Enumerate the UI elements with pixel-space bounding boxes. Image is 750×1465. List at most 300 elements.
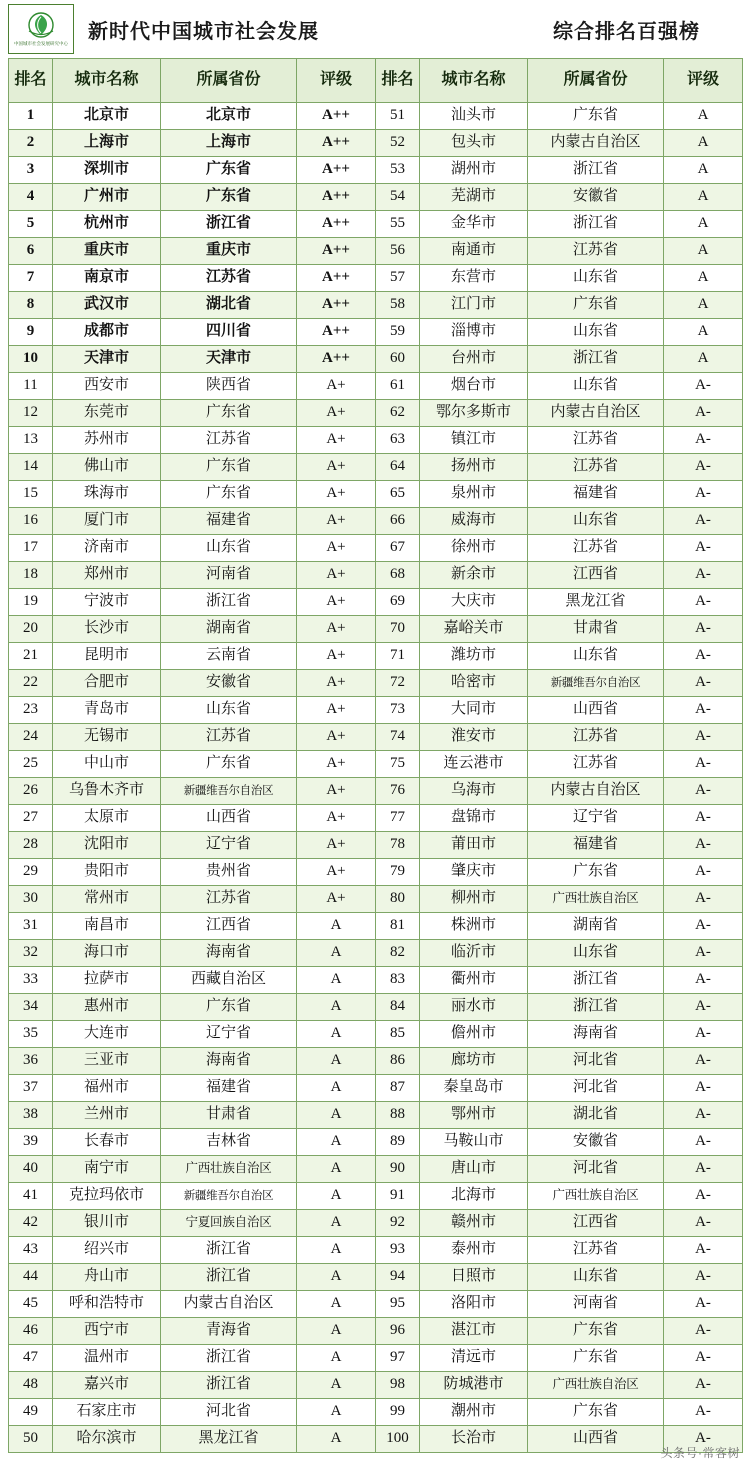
cell-province-left: 山东省 <box>161 535 297 562</box>
cell-rank-right: 68 <box>376 562 420 589</box>
cell-grade-right: A- <box>664 859 743 886</box>
cell-city-right: 淄博市 <box>420 319 528 346</box>
cell-grade-left: A+ <box>297 643 376 670</box>
cell-grade-right: A- <box>664 535 743 562</box>
cell-grade-left: A++ <box>297 157 376 184</box>
cell-city-right: 潍坊市 <box>420 643 528 670</box>
cell-grade-left: A++ <box>297 130 376 157</box>
table-row <box>9 1291 743 1318</box>
cell-city-left: 重庆市 <box>53 238 161 265</box>
cell-grade-left: A <box>297 1399 376 1426</box>
cell-city-right: 廊坊市 <box>420 1048 528 1075</box>
cell-province-right: 江苏省 <box>528 238 664 265</box>
cell-rank-right: 61 <box>376 373 420 400</box>
cell-province-left: 青海省 <box>161 1318 297 1345</box>
cell-city-left: 南昌市 <box>53 913 161 940</box>
table-row <box>9 292 743 319</box>
cell-grade-right: A- <box>664 670 743 697</box>
watermark: 头条号·常客树 <box>660 1446 740 1460</box>
cell-city-right: 清远市 <box>420 1345 528 1372</box>
cell-city-right: 南通市 <box>420 238 528 265</box>
header-province-right: 所属省份 <box>528 59 664 103</box>
cell-province-right: 黑龙江省 <box>528 589 664 616</box>
cell-rank-left: 25 <box>9 751 53 778</box>
cell-rank-right: 85 <box>376 1021 420 1048</box>
header-rank-right: 排名 <box>376 59 420 103</box>
cell-grade-left: A+ <box>297 805 376 832</box>
table-row <box>9 1318 743 1345</box>
institute-logo <box>8 4 74 54</box>
table-row <box>9 238 743 265</box>
cell-province-right: 山东省 <box>528 508 664 535</box>
cell-grade-left: A <box>297 1048 376 1075</box>
cell-rank-right: 95 <box>376 1291 420 1318</box>
cell-grade-right: A- <box>664 1021 743 1048</box>
cell-rank-right: 51 <box>376 103 420 130</box>
table-row <box>9 1183 743 1210</box>
cell-rank-right: 87 <box>376 1075 420 1102</box>
table-row <box>9 130 743 157</box>
cell-province-right: 江苏省 <box>528 427 664 454</box>
cell-province-left: 内蒙古自治区 <box>161 1291 297 1318</box>
table-row <box>9 643 743 670</box>
header-province-left: 所属省份 <box>161 59 297 103</box>
cell-province-left: 浙江省 <box>161 589 297 616</box>
cell-grade-right: A <box>664 157 743 184</box>
table-row <box>9 994 743 1021</box>
cell-province-left: 广东省 <box>161 157 297 184</box>
table-row <box>9 319 743 346</box>
cell-grade-right: A <box>664 184 743 211</box>
cell-grade-left: A <box>297 1237 376 1264</box>
cell-province-right: 江苏省 <box>528 454 664 481</box>
cell-city-right: 淮安市 <box>420 724 528 751</box>
cell-city-right: 连云港市 <box>420 751 528 778</box>
cell-city-left: 海口市 <box>53 940 161 967</box>
cell-city-left: 珠海市 <box>53 481 161 508</box>
cell-grade-left: A+ <box>297 724 376 751</box>
cell-rank-left: 11 <box>9 373 53 400</box>
cell-rank-right: 62 <box>376 400 420 427</box>
cell-city-left: 厦门市 <box>53 508 161 535</box>
cell-province-right: 河北省 <box>528 1075 664 1102</box>
cell-rank-right: 78 <box>376 832 420 859</box>
cell-province-left: 陕西省 <box>161 373 297 400</box>
cell-province-left: 山东省 <box>161 697 297 724</box>
cell-rank-left: 14 <box>9 454 53 481</box>
cell-grade-left: A++ <box>297 319 376 346</box>
cell-city-right: 儋州市 <box>420 1021 528 1048</box>
cell-rank-right: 86 <box>376 1048 420 1075</box>
cell-grade-right: A- <box>664 1372 743 1399</box>
cell-rank-left: 42 <box>9 1210 53 1237</box>
cell-grade-left: A <box>297 1426 376 1453</box>
cell-rank-right: 52 <box>376 130 420 157</box>
cell-rank-left: 29 <box>9 859 53 886</box>
cell-city-right: 盘锦市 <box>420 805 528 832</box>
cell-grade-left: A <box>297 1156 376 1183</box>
cell-city-left: 合肥市 <box>53 670 161 697</box>
cell-grade-left: A++ <box>297 211 376 238</box>
header-city-right: 城市名称 <box>420 59 528 103</box>
cell-rank-right: 66 <box>376 508 420 535</box>
cell-grade-right: A- <box>664 373 743 400</box>
cell-grade-right: A- <box>664 805 743 832</box>
cell-city-right: 嘉峪关市 <box>420 616 528 643</box>
cell-city-right: 秦皇岛市 <box>420 1075 528 1102</box>
table-row <box>9 1345 743 1372</box>
ranking-table <box>8 58 743 1453</box>
cell-city-right: 扬州市 <box>420 454 528 481</box>
cell-city-right: 泰州市 <box>420 1237 528 1264</box>
table-row <box>9 103 743 130</box>
cell-rank-right: 71 <box>376 643 420 670</box>
cell-province-left: 北京市 <box>161 103 297 130</box>
cell-city-right: 台州市 <box>420 346 528 373</box>
cell-city-right: 防城港市 <box>420 1372 528 1399</box>
cell-grade-right: A- <box>664 1210 743 1237</box>
cell-province-right: 江西省 <box>528 562 664 589</box>
cell-province-right: 内蒙古自治区 <box>528 778 664 805</box>
cell-province-left: 福建省 <box>161 508 297 535</box>
table-body <box>9 103 743 1453</box>
cell-province-right: 山东省 <box>528 940 664 967</box>
cell-rank-left: 4 <box>9 184 53 211</box>
cell-grade-right: A- <box>664 454 743 481</box>
cell-city-right: 鄂尔多斯市 <box>420 400 528 427</box>
cell-rank-right: 79 <box>376 859 420 886</box>
cell-grade-right: A- <box>664 1183 743 1210</box>
header-grade-right: 评级 <box>664 59 743 103</box>
cell-province-left: 重庆市 <box>161 238 297 265</box>
cell-city-left: 常州市 <box>53 886 161 913</box>
cell-province-left: 甘肃省 <box>161 1102 297 1129</box>
cell-province-left: 江苏省 <box>161 886 297 913</box>
cell-province-left: 新疆维吾尔自治区 <box>161 1183 297 1210</box>
cell-grade-left: A+ <box>297 886 376 913</box>
cell-rank-left: 48 <box>9 1372 53 1399</box>
cell-grade-right: A- <box>664 1399 743 1426</box>
cell-grade-left: A <box>297 1021 376 1048</box>
cell-city-left: 杭州市 <box>53 211 161 238</box>
cell-rank-left: 12 <box>9 400 53 427</box>
cell-grade-left: A <box>297 1129 376 1156</box>
table-row <box>9 616 743 643</box>
cell-province-left: 浙江省 <box>161 1345 297 1372</box>
table-row <box>9 913 743 940</box>
cell-province-left: 广东省 <box>161 184 297 211</box>
table-row <box>9 1048 743 1075</box>
cell-city-right: 临沂市 <box>420 940 528 967</box>
cell-rank-right: 81 <box>376 913 420 940</box>
cell-rank-right: 94 <box>376 1264 420 1291</box>
table-row <box>9 265 743 292</box>
cell-city-right: 芜湖市 <box>420 184 528 211</box>
cell-grade-left: A+ <box>297 373 376 400</box>
cell-grade-right: A- <box>664 1426 743 1453</box>
cell-province-left: 贵州省 <box>161 859 297 886</box>
cell-province-right: 山东省 <box>528 643 664 670</box>
cell-grade-left: A <box>297 1345 376 1372</box>
cell-rank-left: 47 <box>9 1345 53 1372</box>
table-row <box>9 940 743 967</box>
cell-grade-right: A- <box>664 562 743 589</box>
cell-city-left: 深圳市 <box>53 157 161 184</box>
cell-rank-right: 88 <box>376 1102 420 1129</box>
cell-province-left: 天津市 <box>161 346 297 373</box>
cell-rank-right: 55 <box>376 211 420 238</box>
cell-city-right: 东营市 <box>420 265 528 292</box>
header-city-left: 城市名称 <box>53 59 161 103</box>
cell-province-left: 山西省 <box>161 805 297 832</box>
cell-city-left: 西宁市 <box>53 1318 161 1345</box>
cell-grade-right: A- <box>664 967 743 994</box>
cell-rank-left: 17 <box>9 535 53 562</box>
table-row <box>9 1426 743 1453</box>
cell-rank-right: 96 <box>376 1318 420 1345</box>
table-header-row <box>9 59 743 103</box>
cell-city-left: 长沙市 <box>53 616 161 643</box>
table-row <box>9 1264 743 1291</box>
cell-rank-left: 33 <box>9 967 53 994</box>
cell-grade-right: A <box>664 292 743 319</box>
cell-rank-right: 74 <box>376 724 420 751</box>
cell-city-left: 郑州市 <box>53 562 161 589</box>
cell-province-left: 辽宁省 <box>161 1021 297 1048</box>
cell-rank-left: 44 <box>9 1264 53 1291</box>
table-row <box>9 1210 743 1237</box>
cell-city-left: 东莞市 <box>53 400 161 427</box>
cell-province-left: 安徽省 <box>161 670 297 697</box>
cell-rank-left: 6 <box>9 238 53 265</box>
cell-rank-left: 7 <box>9 265 53 292</box>
cell-grade-left: A <box>297 1291 376 1318</box>
cell-city-right: 镇江市 <box>420 427 528 454</box>
cell-grade-right: A- <box>664 1075 743 1102</box>
cell-grade-right: A- <box>664 643 743 670</box>
table-row <box>9 886 743 913</box>
cell-city-right: 马鞍山市 <box>420 1129 528 1156</box>
cell-rank-right: 100 <box>376 1426 420 1453</box>
cell-grade-right: A- <box>664 508 743 535</box>
cell-grade-right: A- <box>664 778 743 805</box>
table-row <box>9 670 743 697</box>
cell-province-right: 内蒙古自治区 <box>528 400 664 427</box>
cell-province-right: 安徽省 <box>528 184 664 211</box>
table-row <box>9 1075 743 1102</box>
cell-rank-left: 27 <box>9 805 53 832</box>
cell-city-left: 中山市 <box>53 751 161 778</box>
cell-grade-left: A+ <box>297 670 376 697</box>
cell-grade-right: A- <box>664 832 743 859</box>
cell-province-left: 广东省 <box>161 400 297 427</box>
cell-province-right: 山西省 <box>528 1426 664 1453</box>
cell-province-left: 浙江省 <box>161 1372 297 1399</box>
poster-header <box>0 0 750 58</box>
cell-province-left: 海南省 <box>161 940 297 967</box>
cell-city-left: 沈阳市 <box>53 832 161 859</box>
cell-rank-right: 80 <box>376 886 420 913</box>
cell-province-right: 广东省 <box>528 1399 664 1426</box>
cell-rank-left: 34 <box>9 994 53 1021</box>
cell-rank-left: 13 <box>9 427 53 454</box>
table-row <box>9 832 743 859</box>
table-row <box>9 562 743 589</box>
cell-city-left: 济南市 <box>53 535 161 562</box>
cell-grade-left: A <box>297 1264 376 1291</box>
cell-province-left: 江苏省 <box>161 724 297 751</box>
table-row <box>9 373 743 400</box>
cell-city-left: 兰州市 <box>53 1102 161 1129</box>
cell-city-right: 乌海市 <box>420 778 528 805</box>
cell-grade-right: A- <box>664 427 743 454</box>
table-row <box>9 400 743 427</box>
table-row <box>9 1399 743 1426</box>
table-row <box>9 859 743 886</box>
cell-rank-left: 8 <box>9 292 53 319</box>
cell-province-left: 浙江省 <box>161 1264 297 1291</box>
cell-province-left: 江西省 <box>161 913 297 940</box>
cell-grade-left: A+ <box>297 454 376 481</box>
cell-province-right: 辽宁省 <box>528 805 664 832</box>
table-row <box>9 1021 743 1048</box>
cell-grade-left: A++ <box>297 292 376 319</box>
logo-caption: 中国城市社会发展研究中心 <box>14 41 68 47</box>
table-row <box>9 346 743 373</box>
cell-province-right: 江苏省 <box>528 724 664 751</box>
cell-grade-left: A++ <box>297 238 376 265</box>
cell-city-left: 呼和浩特市 <box>53 1291 161 1318</box>
cell-city-left: 哈尔滨市 <box>53 1426 161 1453</box>
cell-city-left: 绍兴市 <box>53 1237 161 1264</box>
cell-rank-right: 64 <box>376 454 420 481</box>
cell-rank-left: 15 <box>9 481 53 508</box>
cell-province-right: 安徽省 <box>528 1129 664 1156</box>
cell-province-right: 江苏省 <box>528 1237 664 1264</box>
cell-city-left: 石家庄市 <box>53 1399 161 1426</box>
table-row <box>9 697 743 724</box>
cell-rank-right: 82 <box>376 940 420 967</box>
cell-province-right: 湖北省 <box>528 1102 664 1129</box>
cell-city-right: 大同市 <box>420 697 528 724</box>
cell-province-right: 浙江省 <box>528 346 664 373</box>
cell-city-right: 长治市 <box>420 1426 528 1453</box>
cell-province-left: 河北省 <box>161 1399 297 1426</box>
cell-grade-right: A- <box>664 697 743 724</box>
cell-grade-left: A++ <box>297 346 376 373</box>
cell-city-left: 佛山市 <box>53 454 161 481</box>
table-row <box>9 211 743 238</box>
cell-province-left: 云南省 <box>161 643 297 670</box>
cell-province-left: 浙江省 <box>161 1237 297 1264</box>
cell-province-right: 广东省 <box>528 859 664 886</box>
cell-grade-left: A+ <box>297 400 376 427</box>
cell-rank-right: 75 <box>376 751 420 778</box>
logo-mark <box>13 7 69 51</box>
cell-city-left: 银川市 <box>53 1210 161 1237</box>
cell-rank-left: 16 <box>9 508 53 535</box>
cell-grade-right: A- <box>664 940 743 967</box>
cell-province-left: 浙江省 <box>161 211 297 238</box>
cell-city-right: 鄂州市 <box>420 1102 528 1129</box>
cell-rank-left: 2 <box>9 130 53 157</box>
table-row <box>9 1372 743 1399</box>
cell-rank-right: 84 <box>376 994 420 1021</box>
cell-rank-right: 73 <box>376 697 420 724</box>
cell-city-left: 武汉市 <box>53 292 161 319</box>
cell-rank-right: 54 <box>376 184 420 211</box>
cell-city-right: 洛阳市 <box>420 1291 528 1318</box>
cell-rank-left: 23 <box>9 697 53 724</box>
cell-city-left: 克拉玛依市 <box>53 1183 161 1210</box>
cell-province-left: 黑龙江省 <box>161 1426 297 1453</box>
cell-rank-left: 37 <box>9 1075 53 1102</box>
cell-province-left: 上海市 <box>161 130 297 157</box>
cell-rank-right: 72 <box>376 670 420 697</box>
cell-province-right: 新疆维吾尔自治区 <box>528 670 664 697</box>
cell-city-right: 金华市 <box>420 211 528 238</box>
cell-city-left: 宁波市 <box>53 589 161 616</box>
cell-province-left: 广东省 <box>161 481 297 508</box>
cell-grade-right: A <box>664 265 743 292</box>
cell-grade-right: A- <box>664 886 743 913</box>
cell-rank-left: 39 <box>9 1129 53 1156</box>
cell-grade-right: A- <box>664 1291 743 1318</box>
cell-grade-left: A+ <box>297 832 376 859</box>
table-row <box>9 1237 743 1264</box>
cell-city-left: 长春市 <box>53 1129 161 1156</box>
cell-province-right: 广东省 <box>528 1345 664 1372</box>
cell-grade-right: A- <box>664 994 743 1021</box>
cell-city-right: 湛江市 <box>420 1318 528 1345</box>
cell-grade-right: A- <box>664 724 743 751</box>
cell-rank-right: 58 <box>376 292 420 319</box>
cell-province-right: 山西省 <box>528 697 664 724</box>
table-row <box>9 724 743 751</box>
cell-grade-right: A- <box>664 1345 743 1372</box>
table-row <box>9 481 743 508</box>
cell-grade-left: A <box>297 967 376 994</box>
cell-rank-right: 83 <box>376 967 420 994</box>
cell-grade-left: A+ <box>297 562 376 589</box>
cell-rank-left: 19 <box>9 589 53 616</box>
cell-grade-right: A- <box>664 400 743 427</box>
page-title: 新时代中国城市社会发展 <box>88 20 319 43</box>
cell-rank-right: 69 <box>376 589 420 616</box>
cell-grade-left: A <box>297 913 376 940</box>
cell-province-right: 山东省 <box>528 373 664 400</box>
cell-province-left: 新疆维吾尔自治区 <box>161 778 297 805</box>
cell-rank-left: 28 <box>9 832 53 859</box>
cell-province-right: 福建省 <box>528 481 664 508</box>
cell-grade-left: A <box>297 994 376 1021</box>
cell-province-left: 吉林省 <box>161 1129 297 1156</box>
cell-rank-right: 93 <box>376 1237 420 1264</box>
cell-province-left: 广东省 <box>161 994 297 1021</box>
cell-grade-left: A+ <box>297 616 376 643</box>
cell-province-right: 广东省 <box>528 1318 664 1345</box>
cell-grade-left: A <box>297 1372 376 1399</box>
cell-rank-left: 49 <box>9 1399 53 1426</box>
cell-city-left: 福州市 <box>53 1075 161 1102</box>
cell-province-right: 广西壮族自治区 <box>528 886 664 913</box>
cell-grade-left: A++ <box>297 103 376 130</box>
header-rank-left: 排名 <box>9 59 53 103</box>
cell-grade-right: A <box>664 238 743 265</box>
cell-grade-right: A- <box>664 481 743 508</box>
cell-rank-left: 26 <box>9 778 53 805</box>
cell-grade-right: A- <box>664 1237 743 1264</box>
